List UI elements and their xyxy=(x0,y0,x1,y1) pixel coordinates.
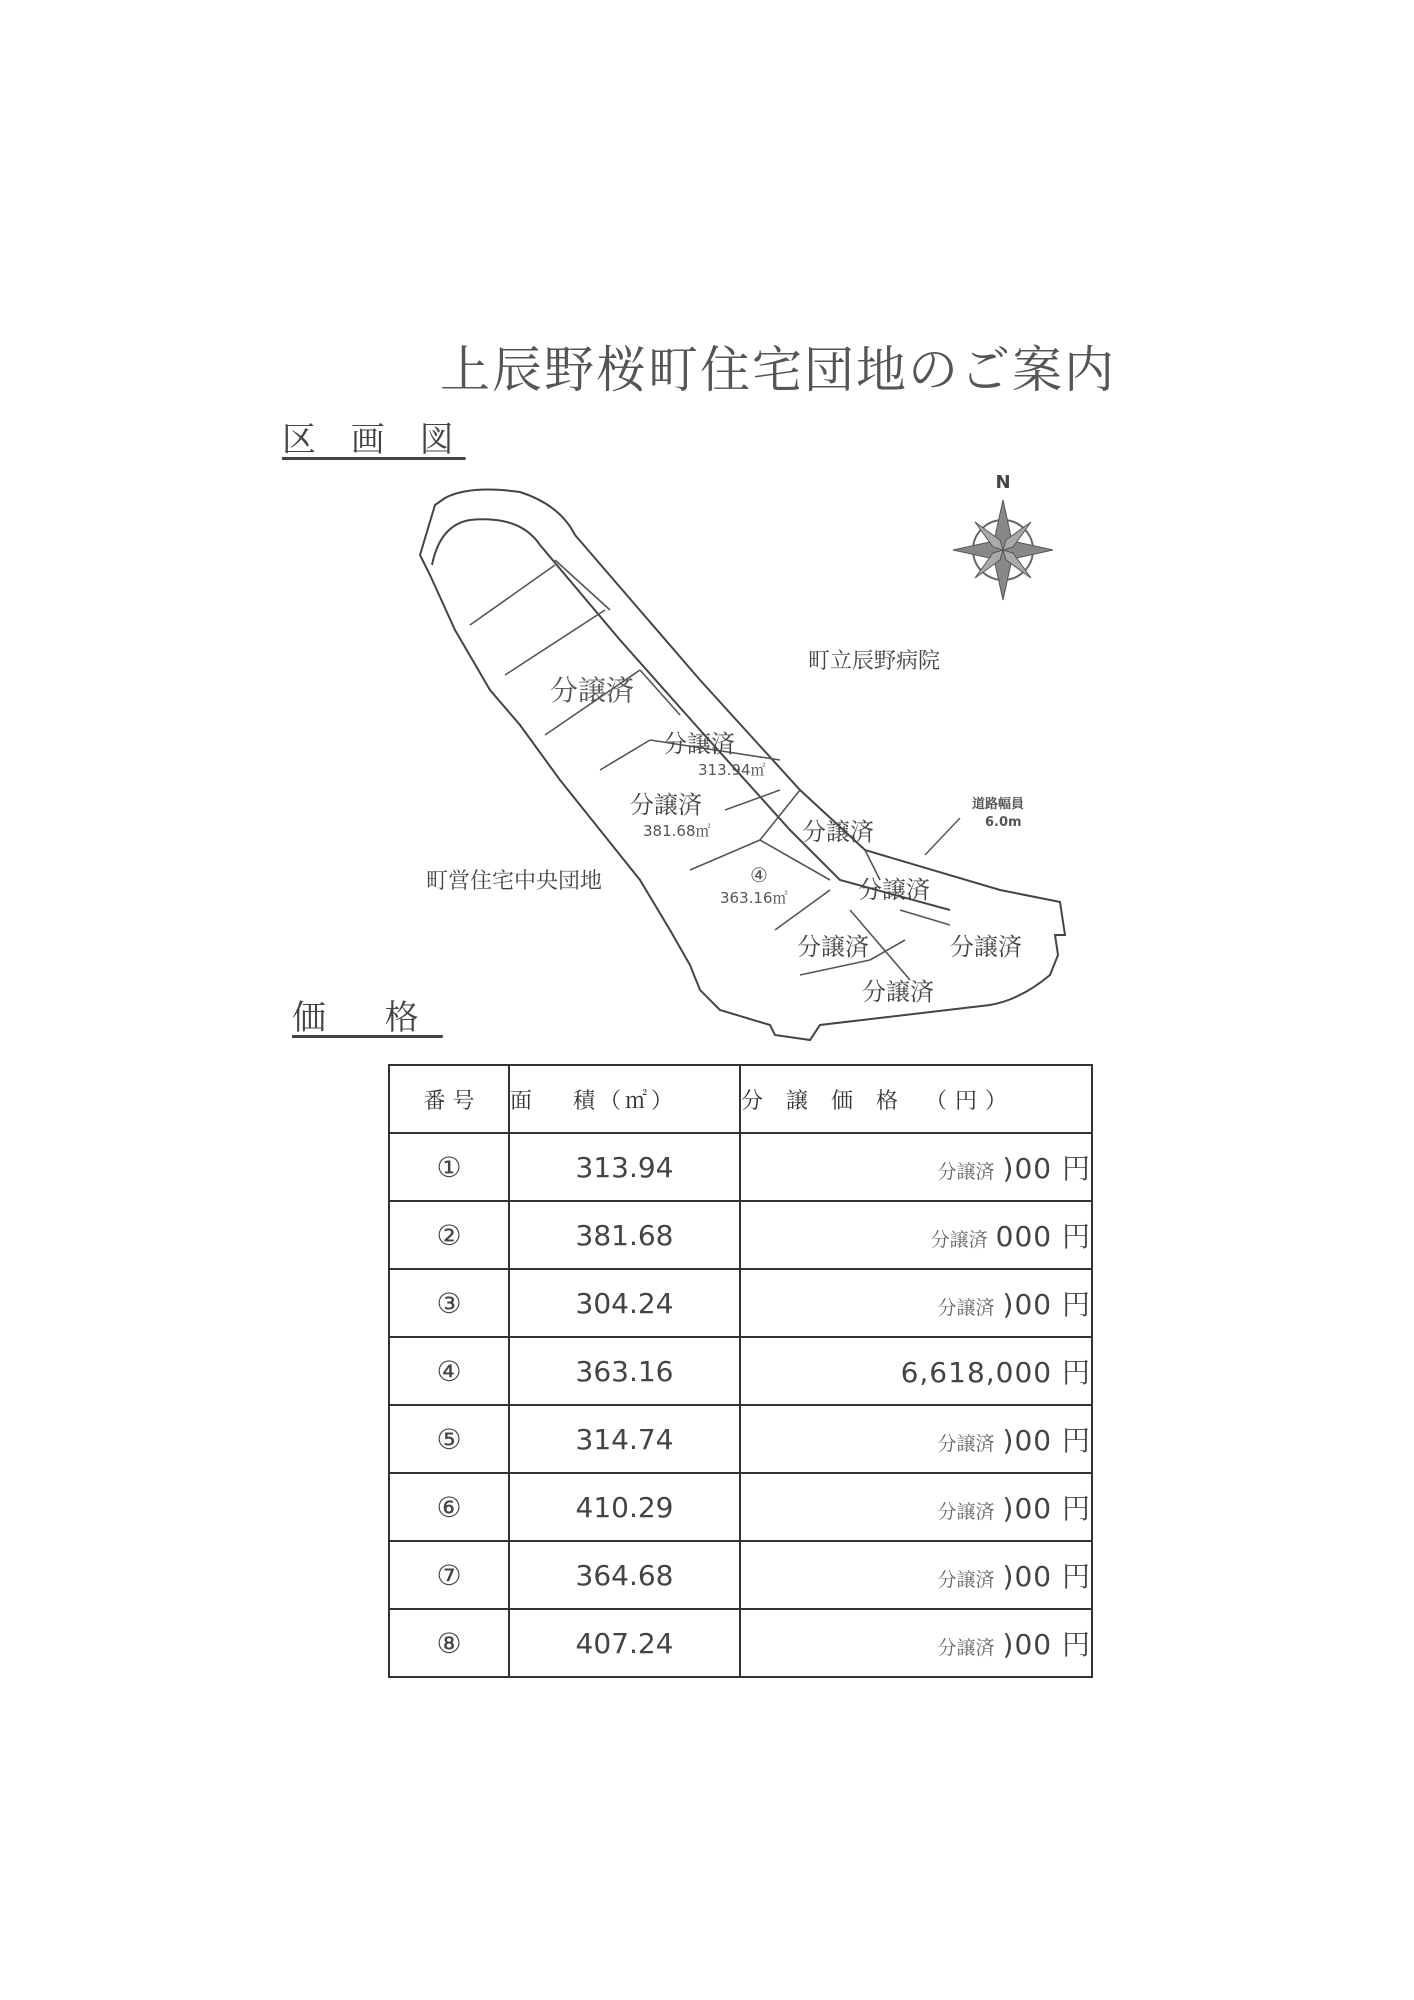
lot-price xyxy=(740,1473,1092,1541)
price-value: )00 円 xyxy=(1002,1288,1091,1321)
table-row xyxy=(389,1609,1092,1677)
lot-area: 381.68 xyxy=(509,1201,740,1269)
lot-area: 364.68 xyxy=(509,1541,740,1609)
lot-label: 分譲済 xyxy=(802,818,874,846)
road-width-value: 6.0m xyxy=(985,815,1022,830)
header-area: 面 積（㎡） xyxy=(509,1065,740,1133)
lot-area: 314.74 xyxy=(509,1405,740,1473)
price-value: )00 円 xyxy=(1002,1152,1091,1185)
lot-label: 分譲済 xyxy=(550,674,635,707)
sold-stamp: 分譲済 xyxy=(937,1569,995,1591)
table-header-row xyxy=(389,1065,1092,1133)
lot-number: ⑧ xyxy=(389,1609,509,1677)
road-width-leader xyxy=(925,818,960,855)
lot-area: 407.24 xyxy=(509,1609,740,1677)
lot-label: 分譲済 xyxy=(797,933,869,961)
lot-number: ① xyxy=(389,1133,509,1201)
compass-north-label: N xyxy=(995,472,1011,493)
lot-label: 分譲済 xyxy=(862,978,934,1006)
hospital-label: 町立辰野病院 xyxy=(808,649,941,674)
lot-area-label: 363.16㎡ xyxy=(720,889,788,907)
lot-number: ⑥ xyxy=(389,1473,509,1541)
sold-stamp: 分譲済 xyxy=(937,1501,995,1523)
lot-area: 304.24 xyxy=(509,1269,740,1337)
lot-area: 313.94 xyxy=(509,1133,740,1201)
sold-stamp: 分譲済 xyxy=(937,1637,995,1659)
page-title: 上辰野桜町住宅団地のご案内 xyxy=(440,341,1116,399)
table-row xyxy=(389,1473,1092,1541)
lot-area: 410.29 xyxy=(509,1473,740,1541)
price-value: )00 円 xyxy=(1002,1560,1091,1593)
lot-price xyxy=(740,1133,1092,1201)
table-row xyxy=(389,1337,1092,1405)
lot-label: 分譲済 xyxy=(858,876,930,904)
sold-stamp: 分譲済 xyxy=(937,1161,995,1183)
header-price: 分 譲 価 格 （円） xyxy=(740,1065,1092,1133)
lot-label: 分譲済 xyxy=(630,791,702,819)
lot-area-label: 313.94㎡ xyxy=(698,761,766,779)
sold-stamp: 分譲済 xyxy=(937,1433,995,1455)
lot-number: ⑦ xyxy=(389,1541,509,1609)
sold-stamp: 分譲済 xyxy=(930,1229,988,1251)
lot-price xyxy=(740,1541,1092,1609)
lot-area-label: 381.68㎡ xyxy=(643,822,711,840)
table-row xyxy=(389,1133,1092,1201)
sold-stamp: 分譲済 xyxy=(937,1297,995,1319)
lot-area: 363.16 xyxy=(509,1337,740,1405)
price-table xyxy=(388,1064,1093,1678)
price-value: 000 円 xyxy=(995,1220,1091,1253)
lot-number: ⑤ xyxy=(389,1405,509,1473)
lot-price xyxy=(740,1405,1092,1473)
lot-label: 分譲済 xyxy=(950,933,1022,961)
lot-number: ③ xyxy=(389,1269,509,1337)
lot-price xyxy=(740,1337,1092,1405)
table-row xyxy=(389,1405,1092,1473)
price-heading: 価 格 xyxy=(292,998,443,1038)
lot-number: ② xyxy=(389,1201,509,1269)
price-value: 6,618,000 円 xyxy=(900,1356,1091,1389)
lot-label: 分譲済 xyxy=(663,730,735,758)
table-row xyxy=(389,1201,1092,1269)
price-value: )00 円 xyxy=(1002,1628,1091,1661)
table-row xyxy=(389,1541,1092,1609)
lot-price xyxy=(740,1609,1092,1677)
compass-rose-icon xyxy=(953,500,1053,600)
table-row xyxy=(389,1269,1092,1337)
lot-price xyxy=(740,1201,1092,1269)
lot-number: ④ xyxy=(389,1337,509,1405)
header-number: 番 号 xyxy=(389,1065,509,1133)
housing-label: 町営住宅中央団地 xyxy=(426,869,603,894)
plot-map-heading: 区 画 図 xyxy=(282,420,466,460)
price-value: )00 円 xyxy=(1002,1492,1091,1525)
lot-number-label: ④ xyxy=(750,863,768,887)
road-width-label: 道路幅員 xyxy=(972,797,1025,812)
price-value: )00 円 xyxy=(1002,1424,1091,1457)
lot-price xyxy=(740,1269,1092,1337)
